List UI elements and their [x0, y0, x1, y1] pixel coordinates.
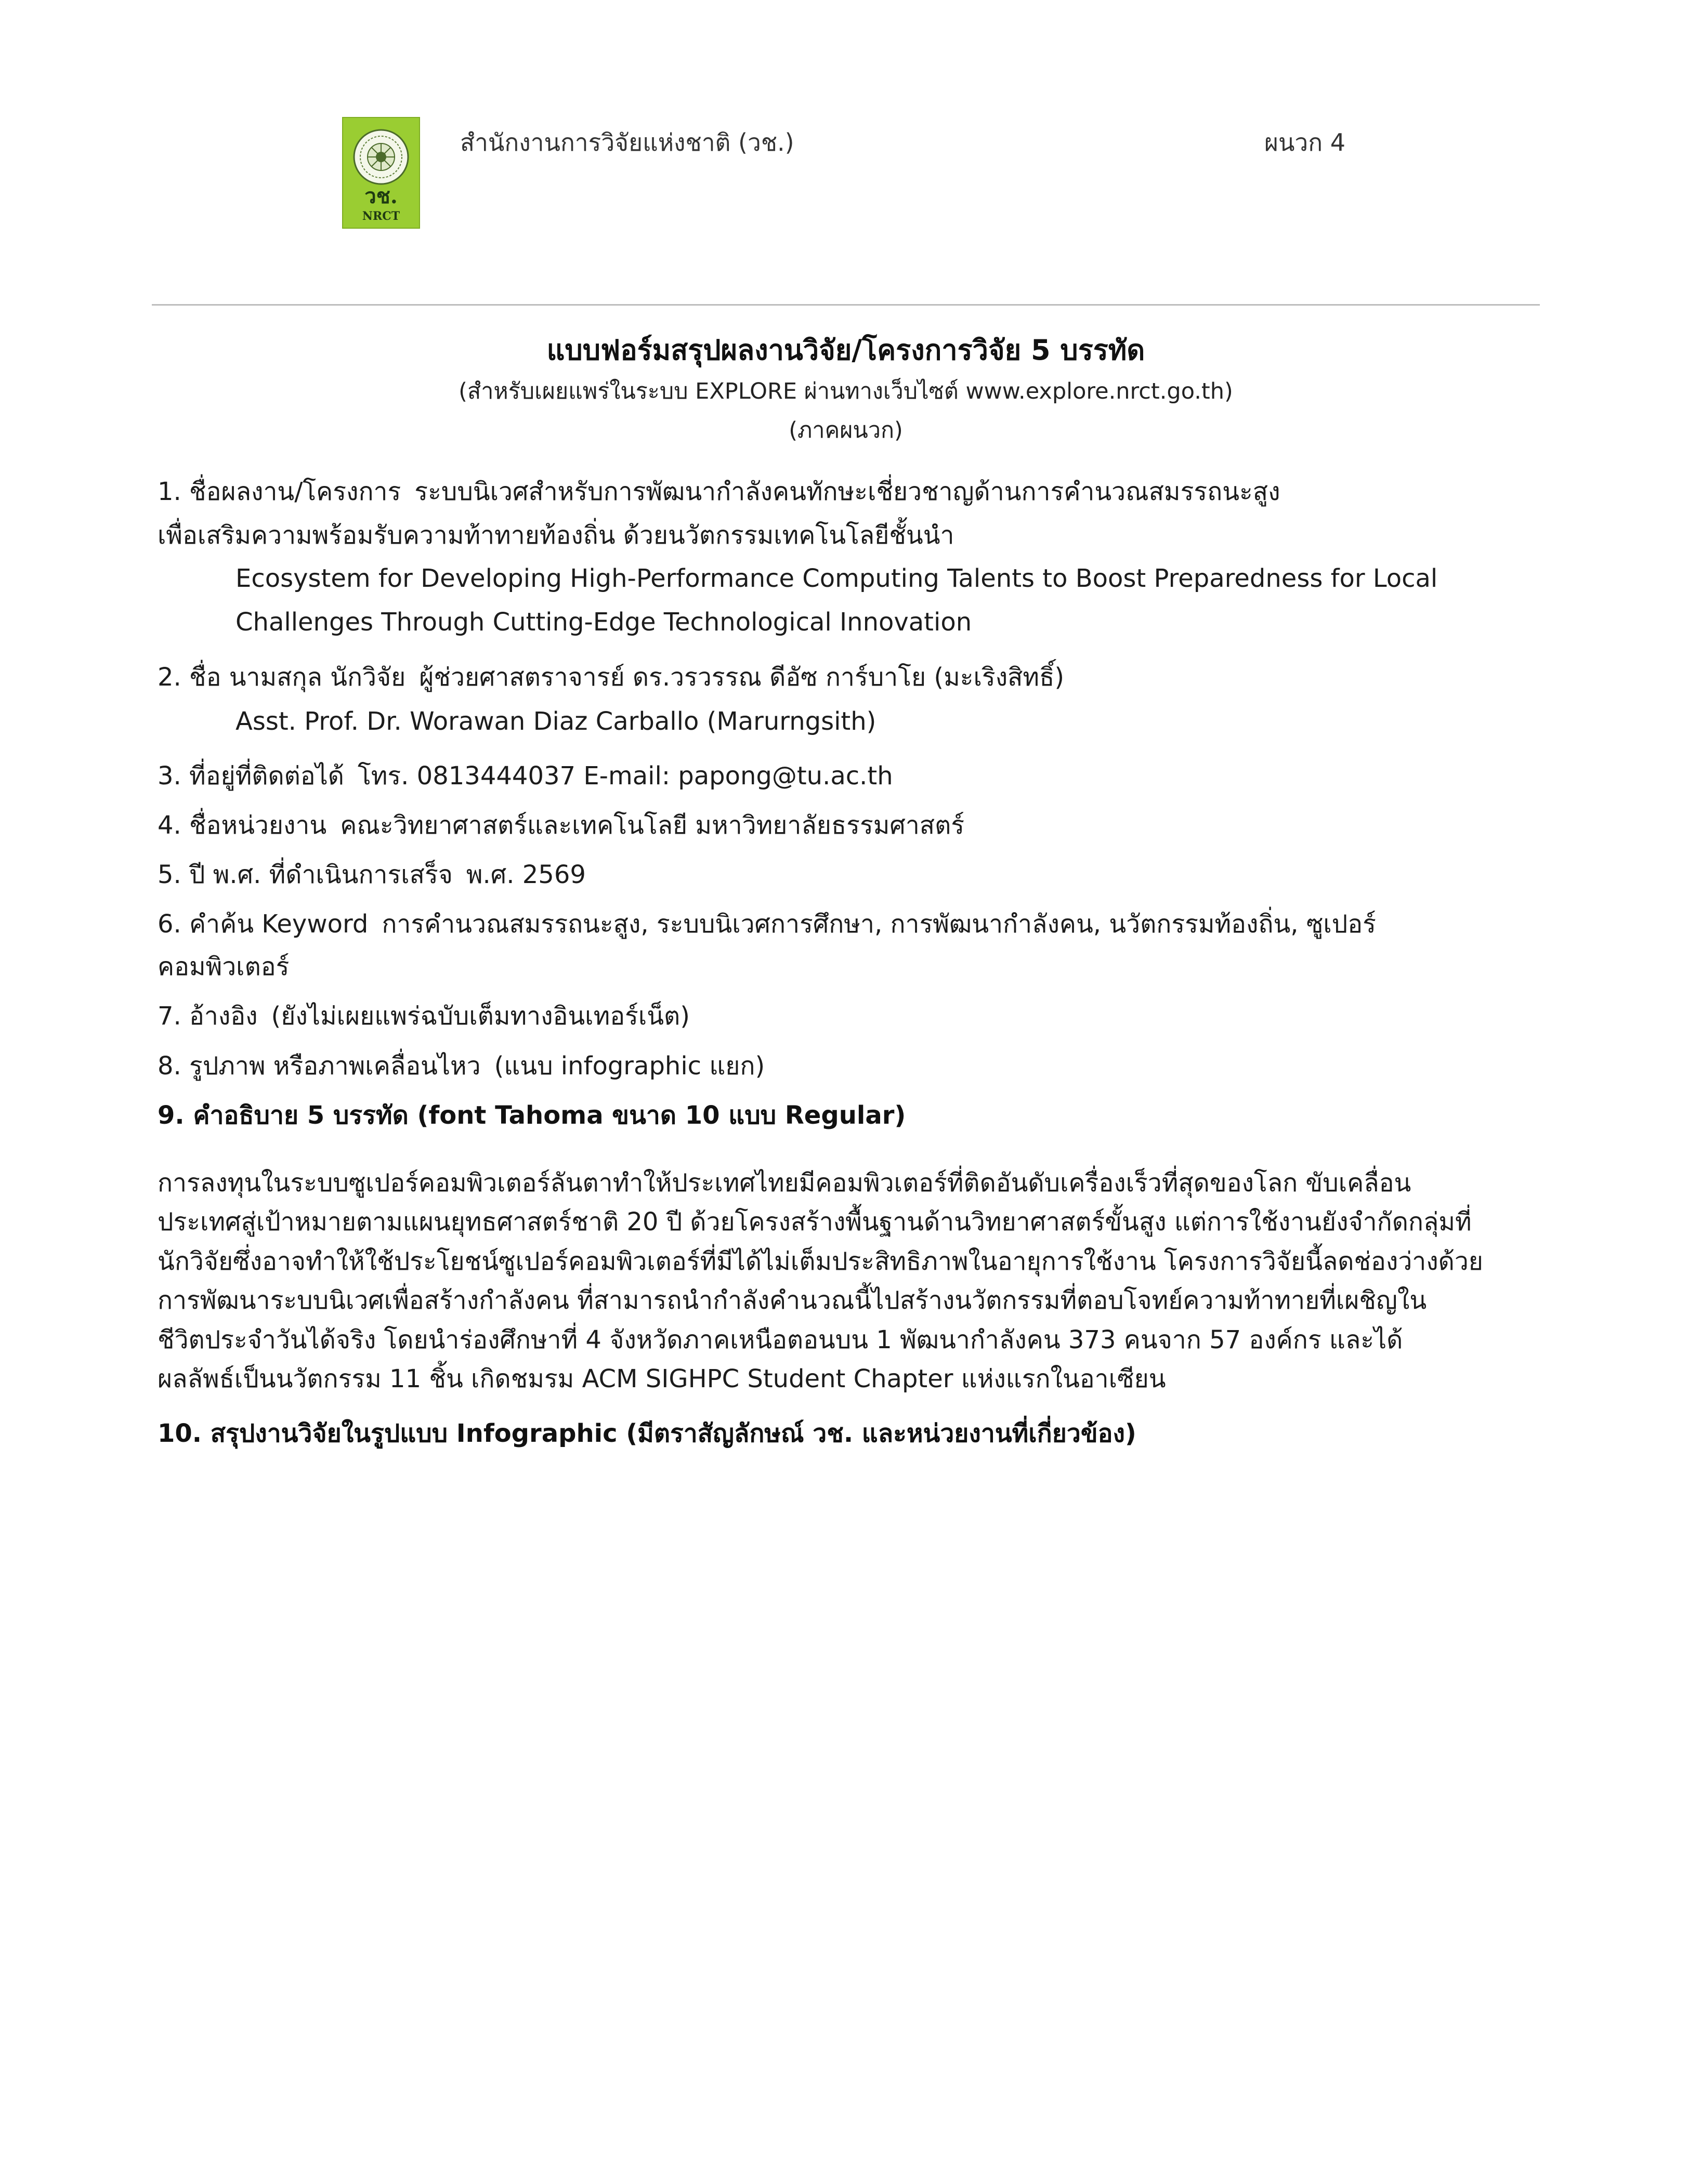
item-6-value: การคำนวณสมรรถนะสูง, ระบบนิเวศการศึกษา, การพัฒนากำลังคน, นวัตกรรมท้องถิ่น, ซูเปอร์: [382, 910, 1376, 939]
item-2-label: 2. ชื่อ นามสกุล นักวิจัย: [158, 663, 406, 692]
item-1-label: 1. ชื่อผลงาน/โครงการ: [158, 477, 401, 506]
item-7-value: (ยังไม่เผยแพร่ฉบับเต็มทางอินเทอร์เน็ต): [271, 1002, 690, 1031]
item-5-line: [158, 855, 586, 894]
summary-line: นักวิจัยซึ่งอาจทำให้ใช้ประโยชน์ซูเปอร์คอมพิวเตอร์ที่มีได้ไม่เต็มประสิทธิภาพในอายุการใช้งาน โครงการวิจัยนี้ลดช่องว่างด้วย: [158, 1247, 1483, 1276]
nrct-logo: [342, 117, 420, 229]
item-3-label: 3. ที่อยู่ที่ติดต่อได้: [158, 761, 344, 791]
header-divider: [152, 304, 1540, 306]
organization-name: สำนักงานการวิจัยแห่งชาติ (วช.): [460, 128, 794, 156]
item-7-line: [158, 996, 690, 1036]
item-10-heading: 10. สรุปงานวิจัยในรูปแบบ Infographic (มีตราสัญลักษณ์ วช. และหน่วยงานที่เกี่ยวข้อง): [158, 1419, 1136, 1448]
item-4-line: [158, 806, 964, 845]
summary-line: ชีวิตประจำวันได้จริง โดยนำร่องศึกษาที่ 4 จังหวัดภาคเหนือตอนบน 1 พัฒนากำลังคน 373 คนจาก 57 องค์กร และได้: [158, 1325, 1403, 1354]
item-3-line: [158, 756, 893, 796]
item-7-label: 7. อ้างอิง: [158, 1002, 258, 1031]
item-1-value: ระบบนิเวศสำหรับการพัฒนากำลังคนทักษะเชี่ยวชาญด้านการคำนวณสมรรถนะสูง: [414, 477, 1280, 506]
item-8-label: 8. รูปภาพ หรือภาพเคลื่อนไหว: [158, 1051, 481, 1081]
annex-label: ผนวก 4: [1264, 128, 1345, 156]
summary-line: การพัฒนาระบบนิเวศเพื่อสร้างกำลังคน ที่สามารถนำกำลังคำนวณนี้ไปสร้างนวัตกรรมที่ตอบโจทย์ความท้าทายที่เผชิญใน: [158, 1286, 1427, 1315]
item-1-title-line: [158, 472, 1280, 511]
item-5-label: 5. ปี พ.ศ. ที่ดำเนินการเสร็จ: [158, 860, 453, 889]
item-6-line: [158, 904, 1376, 944]
svg-text:วช.: วช.: [364, 184, 398, 208]
item-1-value-continued: เพื่อเสริมความพร้อมรับความท้าทายท้องถิ่น ด้วยนวัตกรรมเทคโนโลยีชั้นนำ: [158, 521, 954, 550]
summary-line: ผลลัพธ์เป็นนวัตกรรม 11 ชิ้น เกิดชมรม ACM SIGHPC Student Chapter แห่งแรกในอาเซียน: [158, 1364, 1166, 1393]
item-8-value: (แนบ infographic แยก): [494, 1051, 765, 1081]
item-2-line: [158, 657, 1064, 697]
summary-line: การลงทุนในระบบซูเปอร์คอมพิวเตอร์ลันตาทำให้ประเทศไทยมีคอมพิวเตอร์ที่ติดอันดับเครื่องเร็วที่สุดของโลก ขับเคลื่อน: [158, 1168, 1411, 1198]
item-3-value: โทร. 0813444037 E-mail: papong@tu.ac.th: [357, 761, 893, 791]
form-appendix-label: (ภาคผนวก): [789, 417, 903, 443]
item-9-heading: 9. คำอธิบาย 5 บรรทัด (font Tahoma ขนาด 10 แบบ Regular): [158, 1101, 906, 1130]
item-2-value: ผู้ช่วยศาสตราจารย์ ดร.วรวรรณ ดีอัซ การ์บาโย (มะเริงสิทธิ์): [419, 663, 1065, 692]
item-4-label: 4. ชื่อหน่วยงาน: [158, 811, 327, 840]
form-title: แบบฟอร์มสรุปผลงานวิจัย/โครงการวิจัย 5 บรรทัด: [546, 334, 1145, 366]
item-2-english-name: Asst. Prof. Dr. Worawan Diaz Carballo (Marurngsith): [235, 707, 876, 736]
summary-line: ประเทศสู่เป้าหมายตามแผนยุทธศาสตร์ชาติ 20 ปี ด้วยโครงสร้างพื้นฐานด้านวิทยาศาสตร์ขั้นสูง แต่การใช้งานยังจำกัดกลุ่มที่: [158, 1207, 1472, 1236]
item-8-line: [158, 1046, 765, 1086]
item-1-english-title: Ecosystem for Developing High-Performance Computing Talents to Boost Preparedness for Local: [235, 564, 1438, 593]
item-6-label: 6. คำค้น Keyword: [158, 910, 369, 939]
form-subtitle: (สำหรับเผยแพร่ในระบบ EXPLORE ผ่านทางเว็บไซต์ www.explore.nrct.go.th): [459, 378, 1233, 404]
svg-text:NRCT: NRCT: [362, 209, 400, 223]
item-5-value: พ.ศ. 2569: [466, 860, 586, 889]
item-4-value: คณะวิทยาศาสตร์และเทคโนโลยี มหาวิทยาลัยธรรมศาสตร์: [340, 811, 965, 840]
item-1-english-title-continued: Challenges Through Cutting-Edge Technological Innovation: [235, 608, 972, 637]
item-6-value-continued: คอมพิวเตอร์: [158, 952, 290, 981]
